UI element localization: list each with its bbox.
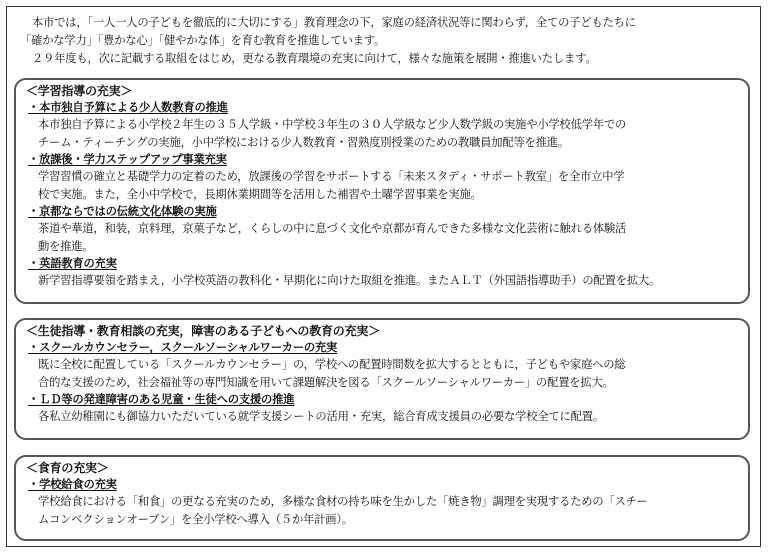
item-body [28,408,744,426]
item-line: 新学習指導要領を踏まえ，小学校英語の教科化・早期化に向けた取組を推進。またＡＬＴ（外国語指導助手）の配置を拡大。 [38,274,661,287]
item-body [28,356,744,391]
item-traditional-culture [28,204,744,255]
item-line: チーム・ティーチングの実施，小中学校における少人数教育・習熟度別授業のための教職員加配等を推進。 [38,135,569,149]
item-english-education [28,256,744,290]
item-line: 茶道や華道，和装，京料理，京菓子など，くらしの中に息づく文化や京都が育んできた多様な文化芸術に触れる体験活 [38,222,627,235]
item-heading: ・京都ならではの伝統文化体験の実施 [28,205,217,218]
item-line: 学習習慣の確立と基礎学力の定着のため，放課後の学習をサポートする「未来スタディ・サポート教室」を全市立中学 [38,170,625,183]
intro-line-1: 本市では，「一人一人の子どもを徹底的に大切にする」教育理念の下，家庭の経済状況等に関わらず，全ての子どもたちに [32,16,636,29]
item-body [28,272,744,290]
item-school-counselor [28,340,744,391]
item-heading: ・ＬＤ等の発達障害のある児童・生徒への支援の推進 [28,393,295,406]
item-line: 動を推進。 [38,239,94,253]
item-small-class-education [28,100,744,151]
item-developmental-support [28,392,744,426]
item-heading: ・本市独自予算による少人数教育の推進 [28,101,228,114]
intro-line-3: ２９年度も，次に記載する取組をはじめ，更なる教育環境の充実に向けて，様々な施策を展開・推進いたします。 [32,52,597,65]
item-line: 各私立幼稚園にも御協力いただいている就学支援シートの活用・充実，総合育成支援員の必要な学校全てに配置。 [38,410,604,423]
item-body [28,116,744,151]
item-heading: ・放課後・学力ステップアップ事業充実 [28,153,227,166]
item-heading: ・学校給食の充実 [28,478,117,491]
item-body [28,168,744,203]
item-line: 本市独自予算による小学校２年生の３５人学級・中学校３年生の３０人学級など少人数学級の実施や小学校低学年での [38,118,627,131]
section-title: ＜生徒指導・教育相談の充実，障害のある子どもへの教育の充実＞ [26,324,381,338]
item-body [28,493,744,528]
item-school-lunch [28,477,744,528]
item-line: 既に全校に配置している「スクールカウンセラー」の，学校への配置時間数を拡大するとともに，子どもや家庭への総 [38,358,626,371]
section-learning-guidance [14,78,750,304]
item-line: ムコンベクションオーブン」を全小学校へ導入（５か年計画）。 [38,512,353,526]
item-line: 校で実施。また，全小中学校で，長期休業期間等を活用した補習や土曜学習事業を実施。 [38,187,482,201]
item-body [28,220,744,255]
section-title: ＜学習指導の充実＞ [26,84,133,98]
item-line: 学校給食における「和食」の更なる充実のため，多様な食材の持ち味を生かした「焼き物」調理を実現するための「スチー [38,495,648,508]
item-line: 合的な支援のため，社会福祉等の専門知識を用いて課題解決を図る「スクールソーシャルワーカー」の配置を拡大。 [38,375,614,389]
item-after-school-stepup [28,152,744,203]
intro-paragraph [20,14,758,68]
section-student-guidance [14,318,750,440]
section-title: ＜食育の充実＞ [26,461,109,475]
item-heading: ・スクールカウンセラー，スクールソーシャルワーカーの充実 [28,341,338,354]
section-food-education [14,455,750,541]
intro-line-2: 「確かな学力」「豊かな心」「健やかな体」を育む教育を推進しています。 [20,34,386,47]
item-heading: ・英語教育の充実 [28,257,117,270]
